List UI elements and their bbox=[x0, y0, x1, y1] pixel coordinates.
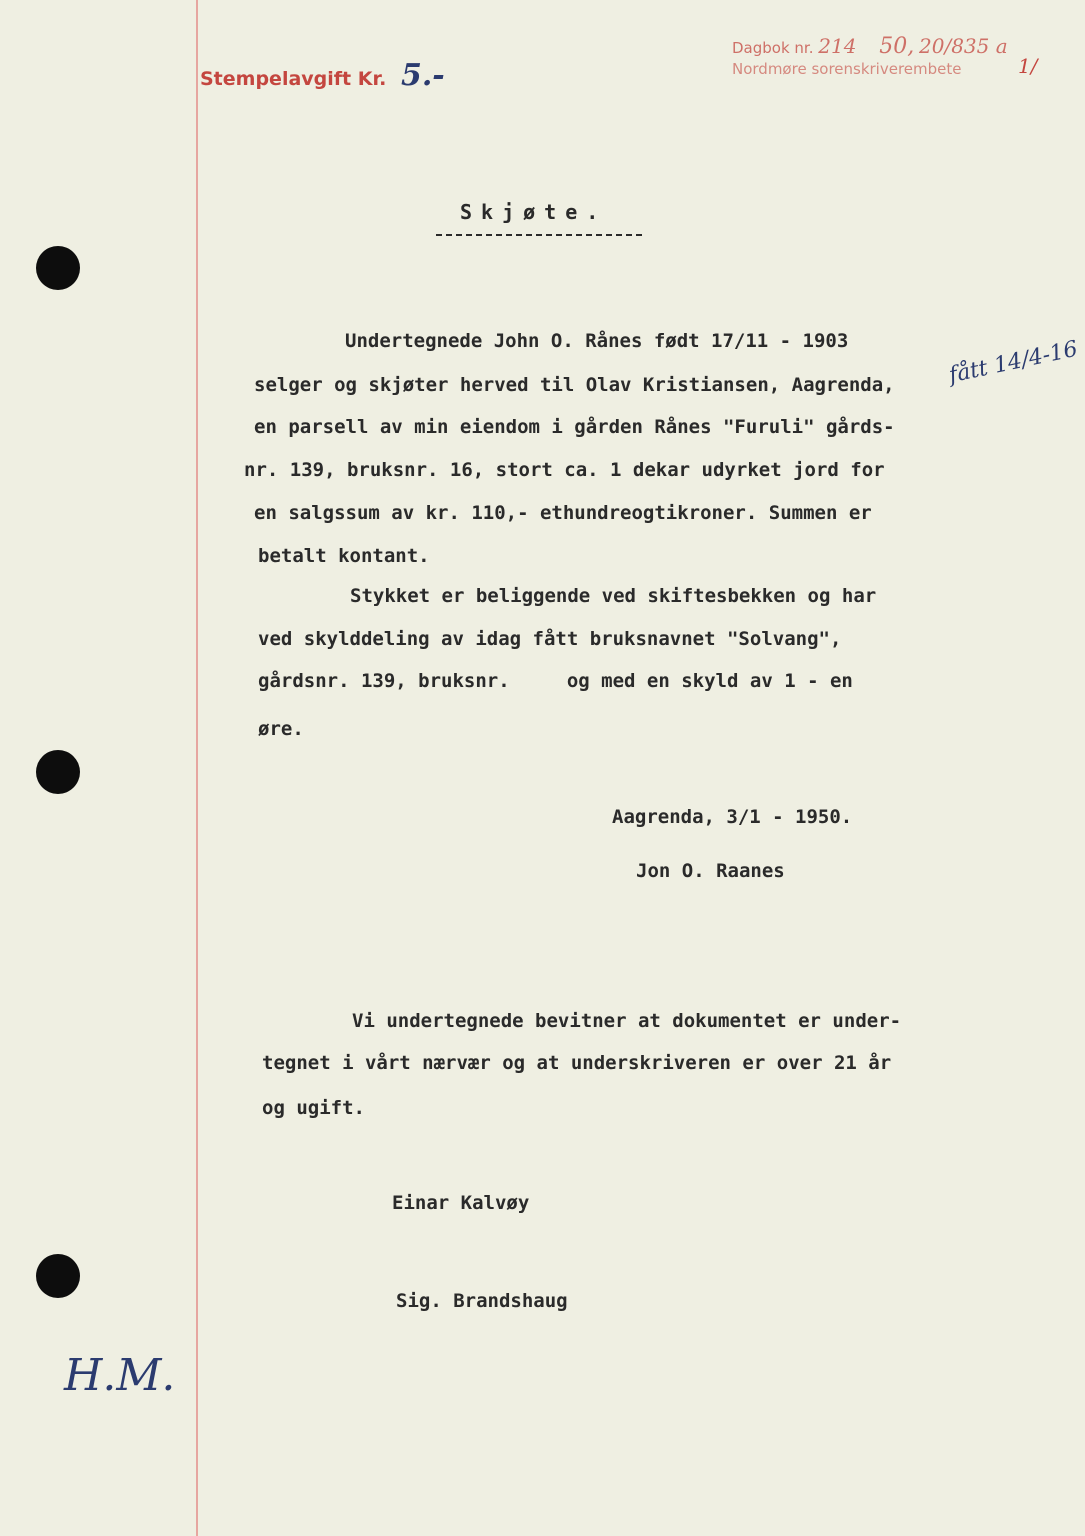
dagbok-number: 214 bbox=[818, 34, 857, 58]
dagbok-year: 50, bbox=[879, 34, 915, 59]
margin-line bbox=[196, 0, 198, 1536]
stamp-duty bbox=[200, 58, 445, 93]
text-line: Vi undertegnede bevitner at dokumentet er under- bbox=[352, 1010, 902, 1032]
punch-hole bbox=[36, 750, 80, 794]
stamp-label: Stempelavgift Kr. bbox=[200, 68, 387, 90]
text-line: og ugift. bbox=[262, 1097, 365, 1119]
text-line: ved skylddeling av idag fått bruksnavnet "Solvang", bbox=[258, 628, 842, 650]
text-line: selger og skjøter herved til Olav Kristiansen, Aagrenda, bbox=[254, 374, 895, 396]
margin-note: fått 14/4-16 bbox=[946, 336, 1080, 389]
punch-hole bbox=[36, 246, 80, 290]
text-line: betalt kontant. bbox=[258, 545, 430, 567]
dagbok-stamp bbox=[732, 34, 1008, 59]
initials: H.M. bbox=[64, 1350, 176, 1401]
text-line: en salgssum av kr. 110,- ethundreogtikroner. Summen er bbox=[254, 502, 872, 524]
witness-signature: Sig. Brandshaug bbox=[396, 1290, 568, 1312]
stamp-amount: 5.- bbox=[400, 58, 445, 93]
text-line: Undertegnede John O. Rånes født 17/11 - 1903 bbox=[345, 330, 849, 352]
dagbok-ref: 20/835 a bbox=[919, 34, 1008, 58]
text-line: Stykket er beliggende ved skiftesbekken og har bbox=[350, 585, 877, 607]
document-title: Skjøte. bbox=[460, 200, 608, 224]
place-date: Aagrenda, 3/1 - 1950. bbox=[612, 806, 853, 828]
dagbok-ref-sub: 1/ bbox=[1018, 54, 1038, 78]
text-line: nr. 139, bruksnr. 16, stort ca. 1 dekar udyrket jord for bbox=[244, 459, 885, 481]
text-line: gårdsnr. 139, bruksnr. og med en skyld av 1 - en bbox=[258, 670, 853, 692]
seller-signature: Jon O. Raanes bbox=[636, 860, 785, 882]
witness-signature: Einar Kalvøy bbox=[392, 1192, 530, 1214]
office-stamp: Nordmøre sorenskriverembete bbox=[732, 60, 962, 78]
dagbok-label: Dagbok nr. bbox=[732, 39, 814, 57]
text-line: tegnet i vårt nærvær og at underskriveren er over 21 år bbox=[262, 1052, 892, 1074]
text-line: øre. bbox=[258, 718, 304, 740]
text-line: en parsell av min eiendom i gården Rånes "Furuli" gårds- bbox=[254, 416, 895, 438]
punch-hole bbox=[36, 1254, 80, 1298]
title-underline bbox=[436, 234, 642, 236]
